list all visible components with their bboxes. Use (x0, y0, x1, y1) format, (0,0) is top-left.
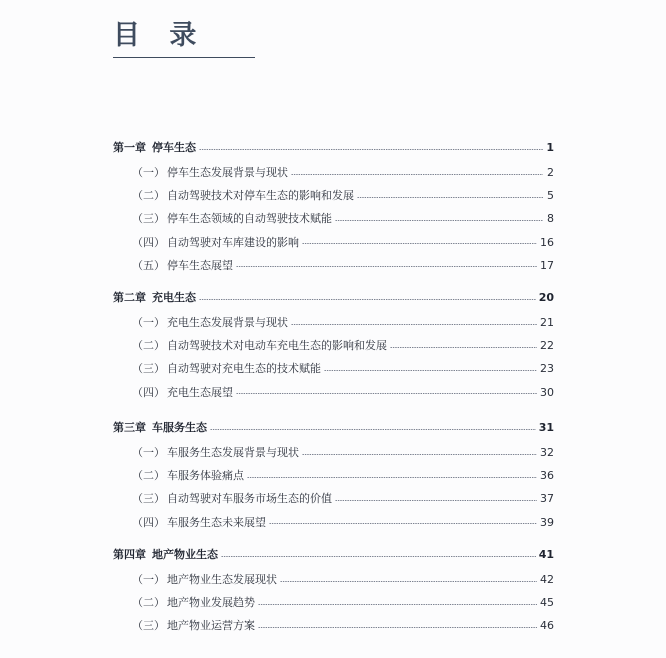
section-title: 地产物业运营方案 (167, 619, 255, 633)
toc-section-row[interactable] (132, 164, 554, 182)
chapter-number: 第二章 (113, 291, 146, 304)
page-number: 45 (540, 596, 554, 610)
toc-chapter-row[interactable] (113, 419, 554, 437)
toc-section-row[interactable] (132, 384, 554, 402)
section-label (132, 514, 266, 532)
section-number: （五） (132, 258, 165, 272)
chapter-label (113, 289, 196, 307)
chapter-label (113, 139, 196, 157)
section-label (132, 314, 288, 332)
section-number: （四） (132, 515, 165, 529)
toc-section-row[interactable] (132, 257, 554, 275)
section-label (132, 617, 255, 635)
page-number: 32 (540, 446, 554, 459)
section-label (132, 571, 277, 589)
section-number: （三） (132, 619, 165, 633)
section-number: （三） (132, 362, 165, 376)
dot-leader (357, 197, 543, 198)
page-number: 16 (540, 235, 554, 249)
page-title: 目 录 (113, 20, 207, 51)
section-title: 充电生态发展背景与现状 (167, 316, 288, 329)
page-number: 30 (540, 385, 554, 399)
toc-section-row[interactable] (132, 571, 554, 589)
section-label (132, 234, 299, 252)
page-number: 41 (538, 548, 554, 561)
section-number: （一） (132, 166, 165, 179)
section-label (132, 210, 332, 228)
chapter-title: 充电生态 (152, 291, 196, 304)
section-title: 自动驾驶技术对停车生态的影响和发展 (167, 189, 354, 203)
dot-leader (291, 324, 537, 325)
page-number: 39 (540, 515, 554, 529)
dot-leader (236, 266, 537, 267)
dot-leader (324, 370, 537, 371)
section-title: 自动驾驶对车服务市场生态的价值 (167, 492, 332, 506)
chapter-title: 地产物业生态 (152, 548, 218, 561)
toc-section-row[interactable] (132, 234, 554, 252)
page-number: 37 (540, 492, 554, 506)
section-title: 停车生态领域的自动驾驶技术赋能 (167, 212, 332, 226)
dot-leader (258, 627, 537, 628)
section-title: 充电生态展望 (167, 385, 233, 399)
chapter-label (113, 419, 207, 437)
chapter-number: 第四章 (113, 548, 146, 561)
page-number: 20 (538, 291, 554, 304)
page-number: 8 (547, 212, 554, 226)
section-label (132, 444, 299, 462)
section-title: 自动驾驶对充电生态的技术赋能 (167, 362, 321, 376)
section-title: 停车生态展望 (167, 258, 233, 272)
page-number: 42 (540, 573, 554, 586)
dot-leader (199, 149, 543, 150)
dot-leader (199, 299, 536, 300)
section-title: 车服务生态发展背景与现状 (167, 446, 299, 459)
page-number: 31 (538, 421, 554, 434)
section-title: 自动驾驶对车库建设的影响 (167, 235, 299, 249)
toc-section-row[interactable] (132, 187, 554, 205)
dot-leader (280, 581, 537, 582)
dot-leader (221, 556, 536, 557)
page-number: 21 (540, 316, 554, 329)
section-label (132, 337, 387, 355)
section-label (132, 594, 255, 612)
section-label (132, 490, 332, 508)
section-title: 地产物业发展趋势 (167, 596, 255, 610)
dot-leader (210, 429, 536, 430)
section-label (132, 187, 354, 205)
toc-section-row[interactable] (132, 594, 554, 612)
section-label (132, 467, 244, 485)
page-number: 46 (540, 619, 554, 633)
section-number: （一） (132, 573, 165, 586)
page-number: 5 (547, 189, 554, 203)
dot-leader (390, 347, 537, 348)
section-title: 停车生态发展背景与现状 (167, 166, 288, 179)
toc-section-row[interactable] (132, 314, 554, 332)
title-underline (113, 57, 255, 58)
page-number: 2 (547, 166, 554, 179)
section-label (132, 384, 233, 402)
section-number: （四） (132, 385, 165, 399)
page-number: 17 (540, 258, 554, 272)
chapter-number: 第一章 (113, 141, 146, 154)
toc-section-row[interactable] (132, 444, 554, 462)
dot-leader (269, 523, 537, 524)
toc-section-row[interactable] (132, 514, 554, 532)
dot-leader (247, 477, 537, 478)
section-title: 自动驾驶技术对电动车充电生态的影响和发展 (167, 339, 387, 353)
toc-chapter-row[interactable] (113, 139, 554, 157)
toc-section-row[interactable] (132, 360, 554, 378)
toc-section-row[interactable] (132, 617, 554, 635)
page-number: 23 (540, 362, 554, 376)
section-number: （一） (132, 316, 165, 329)
dot-leader (236, 393, 537, 394)
section-label (132, 164, 288, 182)
section-number: （二） (132, 339, 165, 353)
section-title: 地产物业生态发展现状 (167, 573, 277, 586)
page-number: 36 (540, 469, 554, 483)
toc-chapter-row[interactable] (113, 289, 554, 307)
section-number: （三） (132, 212, 165, 226)
section-label (132, 257, 233, 275)
toc-section-row[interactable] (132, 210, 554, 228)
section-number: （二） (132, 189, 165, 203)
section-number: （二） (132, 469, 165, 483)
dot-leader (302, 243, 537, 244)
dot-leader (335, 500, 537, 501)
section-title: 车服务生态未来展望 (167, 515, 266, 529)
dot-leader (291, 174, 543, 175)
toc-section-row[interactable] (132, 490, 554, 508)
dot-leader (302, 454, 537, 455)
toc-chapter-row[interactable] (113, 546, 554, 564)
page-number: 22 (540, 339, 554, 353)
dot-leader (335, 220, 543, 221)
dot-leader (258, 604, 537, 605)
chapter-title: 车服务生态 (152, 421, 207, 434)
section-title: 车服务体验痛点 (167, 469, 244, 483)
chapter-title: 停车生态 (152, 141, 196, 154)
chapter-number: 第三章 (113, 421, 146, 434)
toc-section-row[interactable] (132, 467, 554, 485)
section-number: （四） (132, 235, 165, 249)
section-label (132, 360, 321, 378)
section-number: （三） (132, 492, 165, 506)
section-number: （二） (132, 596, 165, 610)
toc-section-row[interactable] (132, 337, 554, 355)
chapter-label (113, 546, 218, 564)
page-number: 1 (546, 141, 554, 154)
section-number: （一） (132, 446, 165, 459)
